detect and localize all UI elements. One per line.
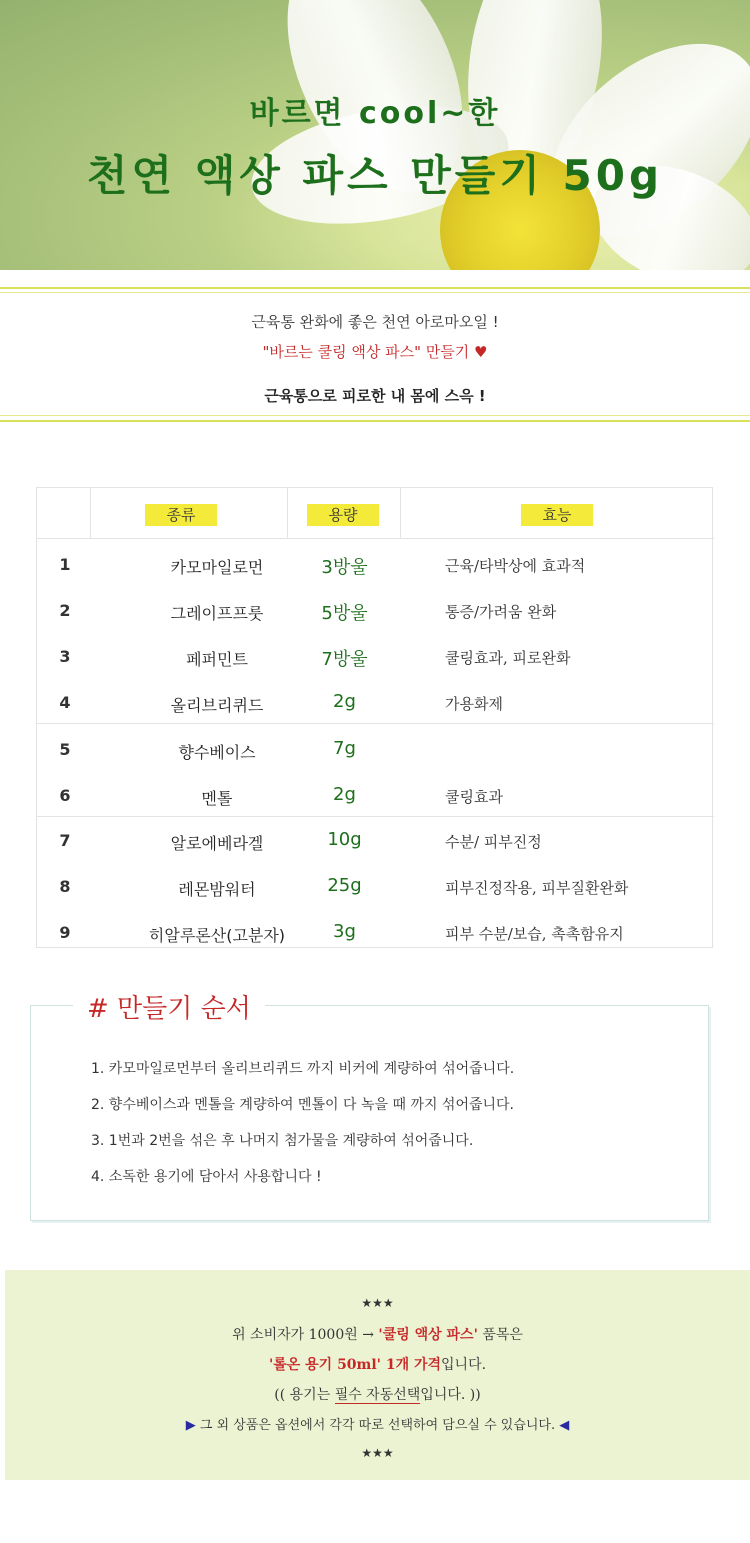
- row-number: 1: [59, 555, 71, 574]
- intro-line-2: "바르는 쿨링 액상 파스" 만들기 ♥: [262, 343, 488, 361]
- ingredient-name: 레몬밤워터: [178, 880, 256, 899]
- table-row: [37, 911, 714, 957]
- instruction-step: 2. 향수베이스과 멘톨을 계량하여 멘톨이 다 녹을 때 까지 섞어줍니다.: [91, 1097, 515, 1113]
- divider: [0, 292, 750, 293]
- intro-line-3: 근육통으로 피로한 내 몸에 스윽 !: [264, 387, 486, 405]
- table-row: [37, 635, 714, 681]
- row-number: 5: [59, 740, 71, 759]
- note-text: 품목은: [477, 1327, 523, 1343]
- instruction-step: 4. 소독한 용기에 담아서 사용합니다 !: [91, 1169, 322, 1185]
- stars-bottom: ★★★: [361, 1446, 394, 1460]
- instruction-step: 1. 카모마일로먼부터 올리브리퀴드 까지 비커에 계량하여 섞어줍니다.: [91, 1061, 515, 1077]
- ingredient-amount: 10g: [327, 829, 362, 850]
- ingredient-effect: 근육/타박상에 효과적: [445, 557, 586, 575]
- divider: [0, 420, 750, 422]
- hero-banner: [0, 0, 750, 270]
- ingredient-name: 카모마일로먼: [170, 558, 264, 577]
- table-row: [37, 589, 714, 635]
- note-text: 입니다. )): [420, 1387, 481, 1403]
- instructions-title: # 만들기 순서: [73, 988, 265, 1025]
- instructions-box: [30, 994, 709, 1221]
- ingredient-effect: 가용화제: [445, 695, 503, 713]
- ingredient-effect: 수분/ 피부진정: [445, 833, 542, 851]
- ingredient-effect: 피부 수분/보습, 촉촉함유지: [445, 925, 624, 943]
- note-text: 입니다.: [441, 1357, 487, 1373]
- header-effect: 효능: [521, 504, 593, 526]
- instruction-step: 3. 1번과 2번을 섞은 후 나머지 첨가물을 계량하여 섞어줍니다.: [91, 1133, 474, 1149]
- row-number: 3: [59, 647, 71, 666]
- note-text: 위 소비자가 1000원 →: [232, 1327, 379, 1343]
- hero-title: 천연 액상 파스 만들기 50g: [86, 151, 664, 200]
- divider: [0, 415, 750, 416]
- note-line-container: [5, 1384, 750, 1404]
- table-row: [37, 681, 714, 727]
- note-line-price: [5, 1324, 750, 1344]
- ingredient-amount: 2g: [333, 784, 356, 805]
- price-note: [5, 1270, 750, 1480]
- ingredient-effect: 쿨링효과: [445, 788, 503, 806]
- row-number: 4: [59, 693, 71, 712]
- divider: [90, 488, 91, 538]
- intro-line-1: 근육통 완화에 좋은 천연 아로마오일 !: [251, 313, 499, 331]
- ingredient-name: 알로에베라겔: [170, 834, 264, 853]
- divider: [37, 538, 714, 539]
- ingredient-name: 올리브리퀴드: [170, 696, 264, 715]
- stars-top: ★★★: [361, 1296, 394, 1310]
- header-amount: 용량: [307, 504, 379, 526]
- table-row: [37, 774, 714, 820]
- ingredient-effect: 피부진정작용, 피부질환완화: [445, 879, 629, 897]
- required-label: 필수 자동선택: [334, 1387, 421, 1403]
- table-row: [37, 819, 714, 865]
- ingredient-amount: 5방울: [321, 603, 368, 624]
- row-number: 8: [59, 877, 71, 896]
- product-name: '쿨링 액상 파스': [378, 1327, 478, 1343]
- note-line-options: [5, 1414, 750, 1433]
- ingredient-effect: 쿨링효과, 피로완화: [445, 649, 571, 667]
- ingredient-amount: 2g: [333, 691, 356, 712]
- divider: [287, 488, 288, 538]
- table-row: [37, 728, 714, 774]
- hero-subtitle: 바르면 cool~한: [249, 96, 501, 131]
- triangle-right-icon: ▶: [185, 1418, 196, 1433]
- unit-price-label: '롤온 용기 50ml' 1개 가격: [268, 1357, 442, 1373]
- row-number: 6: [59, 786, 71, 805]
- row-number: 2: [59, 601, 71, 620]
- ingredient-table: [36, 487, 713, 948]
- row-number: 9: [59, 923, 71, 942]
- intro-section: [0, 287, 750, 423]
- ingredient-name: 향수베이스: [178, 743, 256, 762]
- note-text: 그 외 상품은 옵션에서 각각 따로 선택하여 담으실 수 있습니다.: [195, 1418, 560, 1433]
- note-line-unit: [5, 1354, 750, 1374]
- ingredient-name: 히알루론산(고분자): [148, 926, 286, 945]
- header-type: 종류: [145, 504, 217, 526]
- note-text: (( 용기는: [274, 1387, 335, 1403]
- row-number: 7: [59, 831, 71, 850]
- divider: [400, 488, 401, 538]
- triangle-left-icon: ◀: [559, 1418, 570, 1433]
- ingredient-amount: 3방울: [321, 557, 368, 578]
- ingredient-amount: 7g: [333, 738, 356, 759]
- table-row: [37, 543, 714, 589]
- ingredient-name: 멘톨: [201, 789, 233, 808]
- ingredient-amount: 25g: [327, 875, 362, 896]
- ingredient-name: 페퍼민트: [186, 650, 248, 669]
- divider: [0, 287, 750, 289]
- ingredient-amount: 3g: [333, 921, 356, 942]
- table-row: [37, 865, 714, 911]
- ingredient-name: 그레이프프룻: [170, 604, 264, 623]
- ingredient-effect: 통증/가려움 완화: [445, 603, 557, 621]
- ingredient-amount: 7방울: [321, 649, 368, 670]
